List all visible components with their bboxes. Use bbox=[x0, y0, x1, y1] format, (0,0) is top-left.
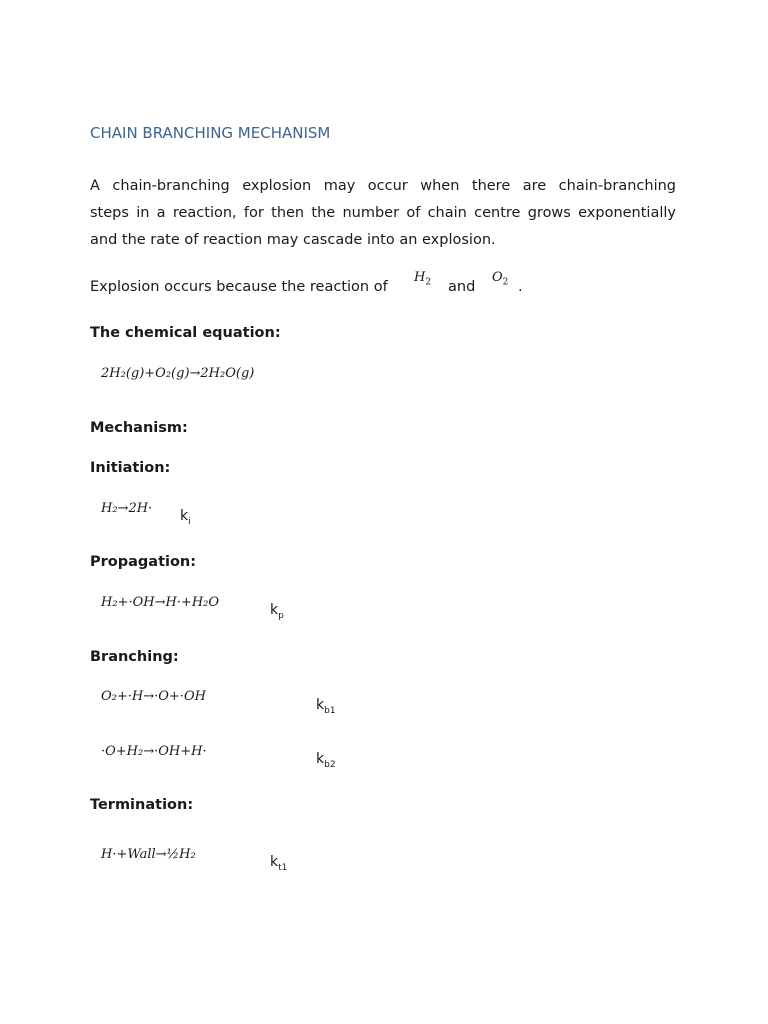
explosion-sentence: Explosion occurs because the reaction of bbox=[90, 279, 388, 295]
rate-constant-initiation: $k_i$ bbox=[180, 508, 191, 527]
heading-propagation: Propagation: bbox=[90, 554, 197, 570]
heading-equation: The chemical equation: bbox=[90, 325, 281, 341]
heading-branching: Branching: bbox=[90, 649, 179, 665]
heading-mechanism: Mechanism: bbox=[90, 420, 188, 436]
equation-branching-2: ·O+H₂→·OH+H· bbox=[101, 744, 207, 759]
rate-constant-branching-1: $k_{b1}$ bbox=[316, 697, 336, 716]
intro-line-1: A chain-branching explosion may occur when there are chain-branching bbox=[90, 178, 676, 194]
equation-branching-1: O₂+·H→·O+·OH bbox=[101, 689, 206, 704]
heading-initiation: Initiation: bbox=[90, 460, 171, 476]
rate-constant-propagation: $k_p$ bbox=[270, 602, 284, 621]
page-title: CHAIN BRANCHING MECHANISM bbox=[90, 124, 331, 142]
intro-line-2: steps in a reaction, for then the number of chain centre grows exponentially bbox=[90, 205, 676, 221]
sentence-period: . bbox=[518, 279, 523, 295]
species-o2: $O_2$ bbox=[492, 270, 509, 288]
rate-constant-branching-2: $k_{b2}$ bbox=[316, 751, 336, 770]
rate-constant-termination: $k_{t1}$ bbox=[270, 854, 288, 873]
equation-propagation: H₂+·OH→H·+H₂O bbox=[101, 595, 220, 610]
equation-initiation: H₂→2H· bbox=[101, 501, 153, 516]
intro-line-3: and the rate of reaction may cascade into an explosion. bbox=[90, 232, 496, 248]
heading-termination: Termination: bbox=[90, 797, 194, 813]
species-h2: $H_2$ bbox=[414, 270, 432, 288]
equation-termination: H·+Wall→½H₂ bbox=[101, 847, 196, 862]
equation-overall: 2H₂(g)+O₂(g)→2H₂O(g) bbox=[101, 366, 255, 381]
and-text: and bbox=[448, 279, 476, 295]
